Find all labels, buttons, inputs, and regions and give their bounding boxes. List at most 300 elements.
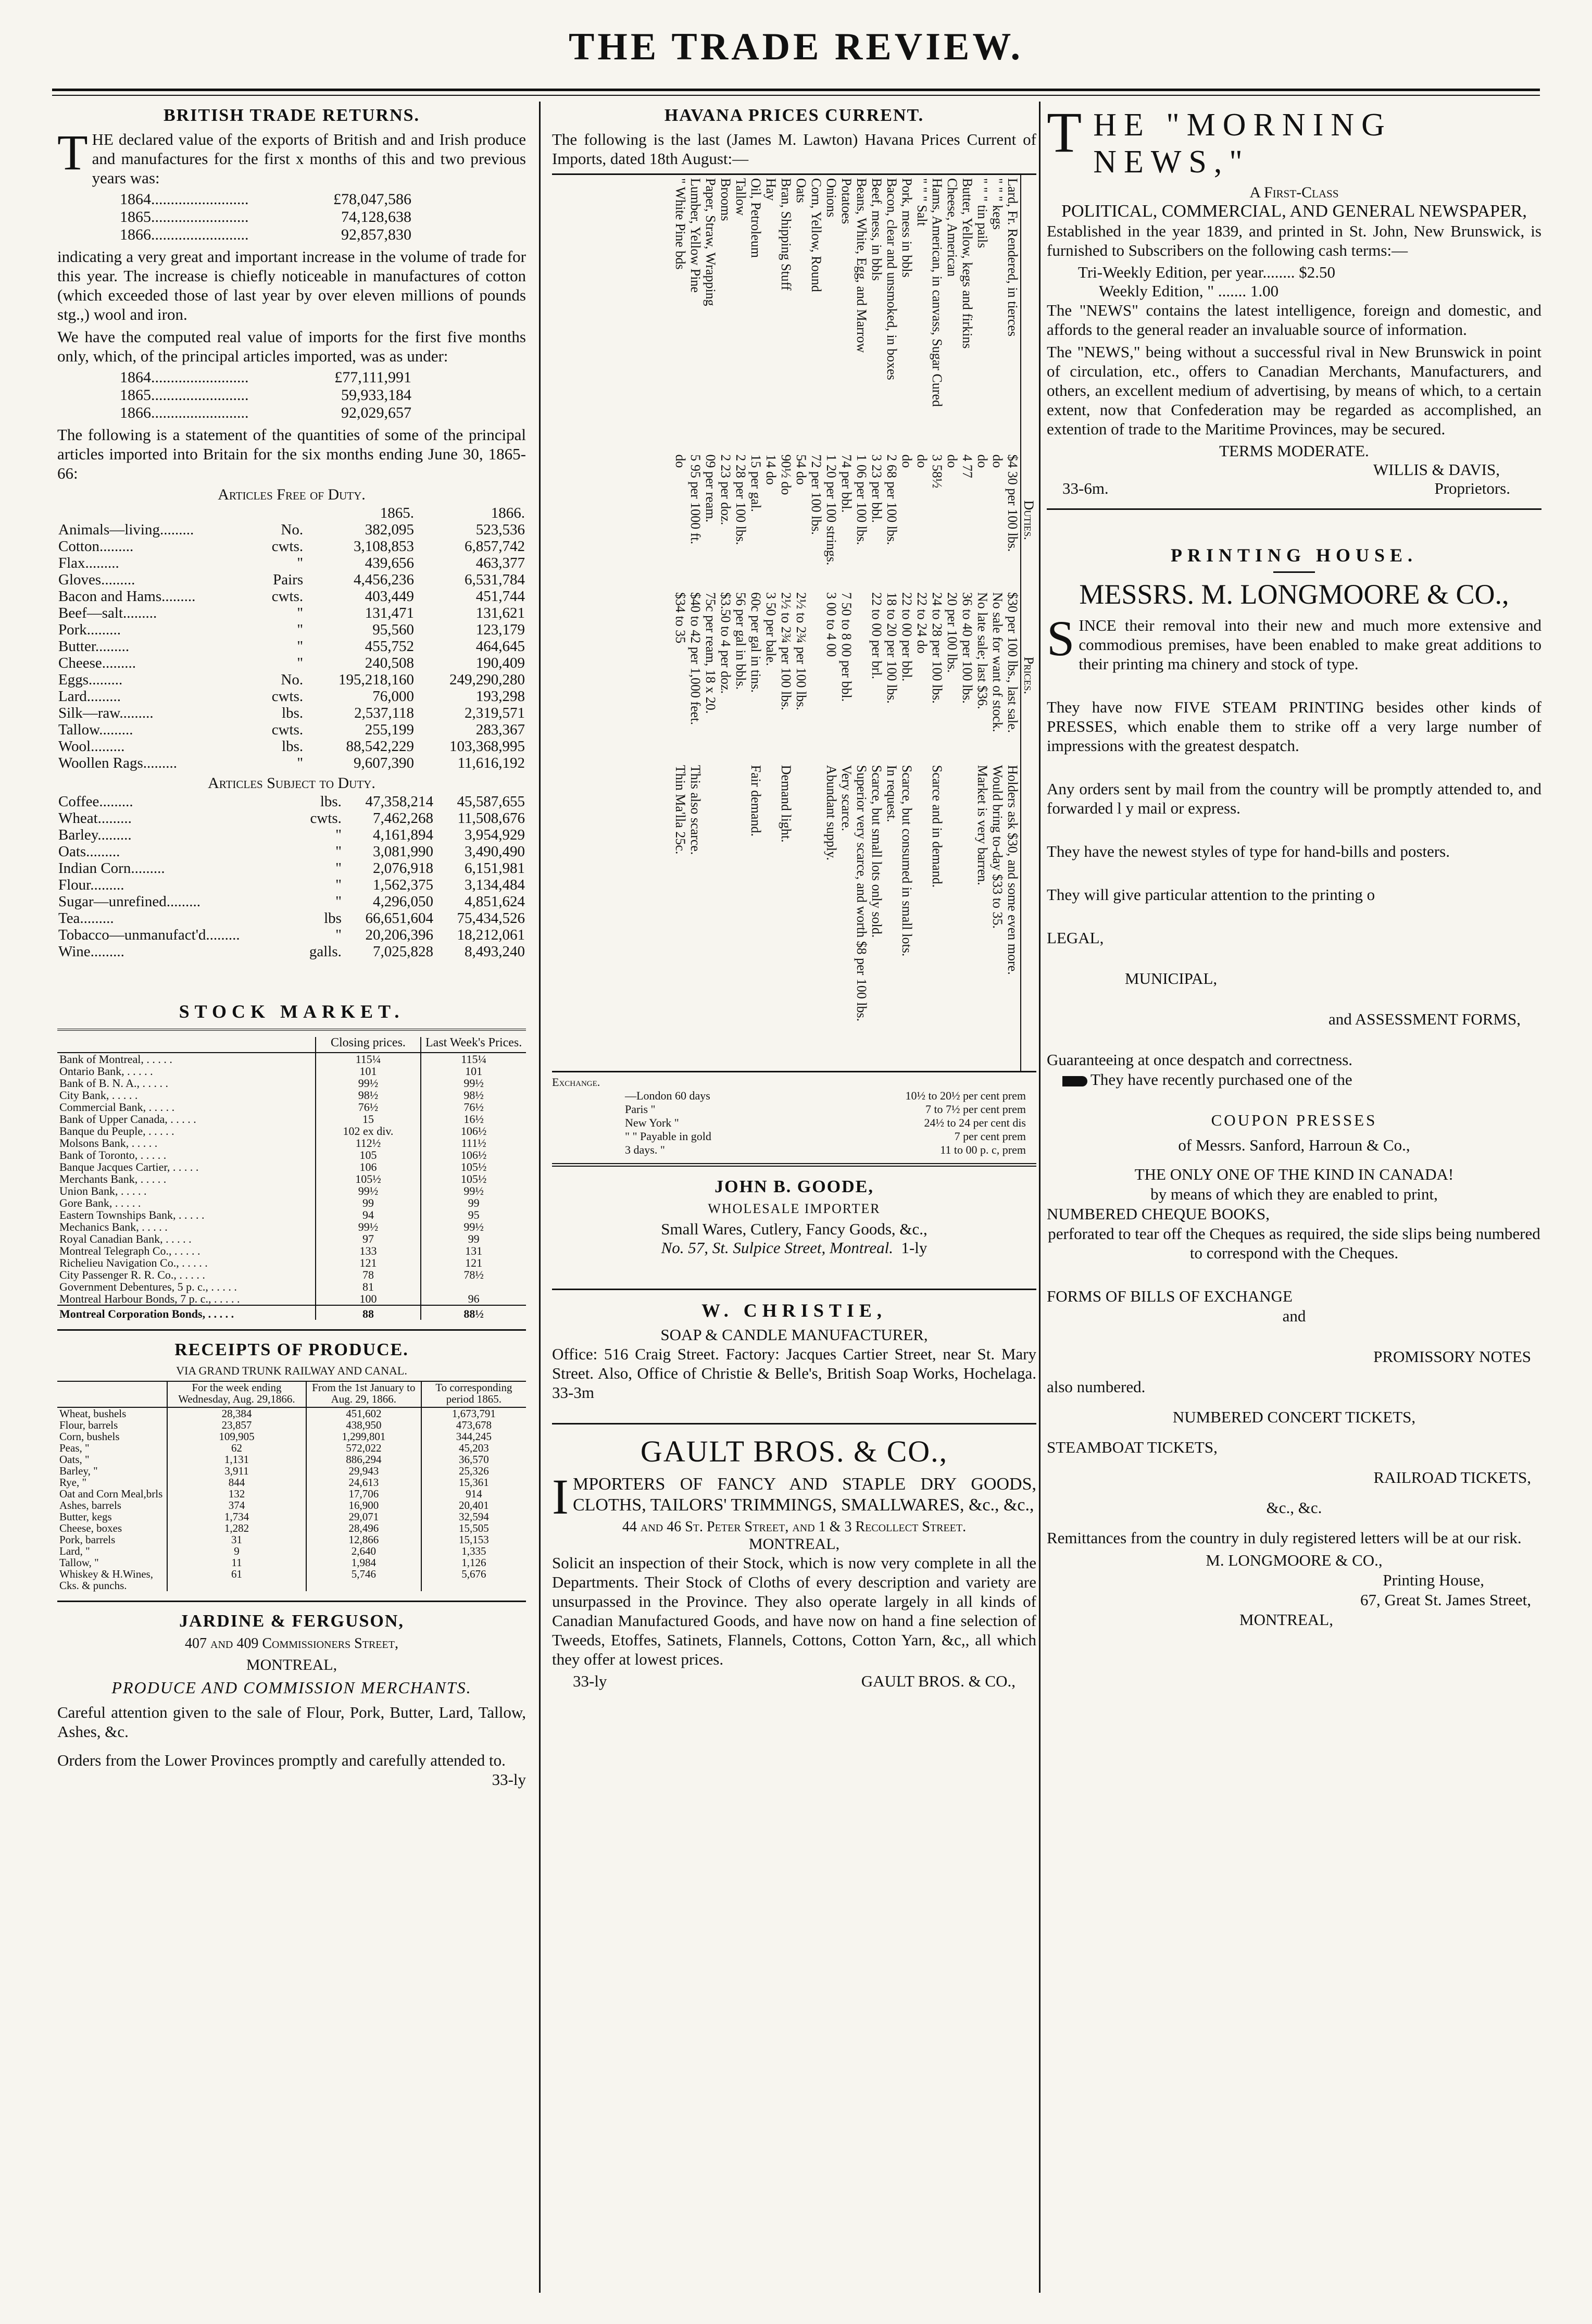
article-unit: " <box>297 655 304 671</box>
stock-name: Richelieu Navigation Co., . . . . . <box>59 1256 208 1269</box>
stock-last-week: 99 <box>421 1233 526 1245</box>
value-1866: 3,954,929 <box>465 827 525 843</box>
british-heading: BRITISH TRADE RETURNS. <box>163 106 420 125</box>
news-title-text: HE "MORNING NEWS," <box>1093 107 1392 180</box>
pointing-hand-icon <box>1062 1076 1087 1086</box>
table-row <box>57 860 526 877</box>
news-body1: Established in the year 1839, and printed in St. John, New Brunswick, is furnished to Subscribers on the following cash terms:— <box>1047 222 1541 259</box>
stock-row <box>57 1221 526 1233</box>
stock-name: Montreal Harbour Bonds, 7 p. c., . . . . . <box>59 1292 240 1305</box>
value-1866: 11,508,676 <box>457 810 525 827</box>
duty: 90½ do <box>779 454 794 495</box>
col-last-week: Last Week's Prices. <box>421 1037 526 1053</box>
column-right <box>1047 102 1541 2293</box>
table-row <box>57 721 526 738</box>
remark <box>809 762 824 1071</box>
article-unit: " <box>335 927 342 943</box>
import-item: Brooms <box>718 178 733 221</box>
col-from-jan: From the 1st January to Aug. 29, 1866. <box>306 1381 421 1407</box>
news-kind: POLITICAL, COMMERCIAL, AND GENERAL NEWSPAPER, <box>1061 202 1527 221</box>
import-item: Bran, Shipping Stuff <box>779 178 794 291</box>
import-item: Onions <box>824 178 839 218</box>
article-name: Beef—salt......... <box>58 605 157 621</box>
printing-p1-text: INCE their removal into their new and much more extensive and commodious premises, have been enabled to make great additions to their printing ma chinery and stock of type. <box>1079 616 1541 673</box>
table-row <box>57 621 526 638</box>
stock-row <box>57 1293 526 1305</box>
stock-name: Union Bank, . . . . . <box>59 1184 147 1197</box>
top-rule <box>52 89 1540 91</box>
printing-assessment: and ASSESSMENT FORMS, <box>1328 1010 1521 1028</box>
remark: Demand light. <box>779 765 794 843</box>
printing-also: also numbered. <box>1047 1378 1146 1396</box>
printing-bills: FORMS OF BILLS OF EXCHANGE <box>1047 1287 1293 1305</box>
receipts-row <box>57 1465 526 1477</box>
stock-closing: 105 <box>316 1149 421 1161</box>
produce-name: Pork, barrels <box>59 1533 116 1546</box>
prior-value: 5,676 <box>421 1568 526 1591</box>
value-1866: 2,319,571 <box>465 705 525 721</box>
british-intro <box>57 124 526 188</box>
price <box>809 589 824 762</box>
article-name: Pork......... <box>58 621 121 638</box>
price: 3 50 per bale. <box>763 592 779 666</box>
table-row <box>57 755 526 771</box>
duty: 09 per ream. <box>703 454 718 523</box>
havana-intro: The following is the last (James M. Lawton) Havana Prices Current of Imports, dated 18th August:— <box>552 130 1036 168</box>
col-1866: 1866. <box>491 505 525 521</box>
stock-closing: 88 <box>316 1305 421 1320</box>
news-code: 33-6m. <box>1062 479 1109 497</box>
value-1865: 95,560 <box>372 621 415 638</box>
printing-house: Printing House, <box>1383 1571 1484 1589</box>
table-row <box>57 555 526 571</box>
christie-trade: SOAP & CANDLE MANUFACTURER, <box>660 1326 928 1344</box>
havana-row <box>718 175 733 1071</box>
remark <box>733 762 748 1071</box>
article-name: Flax......... <box>58 555 119 571</box>
stock-closing: 99½ <box>316 1077 421 1089</box>
stock-name: Ontario Bank, . . . . . <box>59 1065 153 1078</box>
column-middle <box>552 102 1036 2293</box>
stock-last-week: 115¼ <box>421 1053 526 1065</box>
table-row <box>57 793 526 810</box>
year-row <box>120 386 411 404</box>
value-1866: 523,536 <box>475 521 525 538</box>
value-1865: 47,358,214 <box>365 793 433 810</box>
stock-last-week: 105½ <box>421 1173 526 1185</box>
year-value: 74,128,638 <box>341 208 411 226</box>
stock-last-week: 96 <box>421 1293 526 1305</box>
havana-row <box>824 175 839 1071</box>
value-1866: 6,857,742 <box>465 538 525 555</box>
havana-row <box>688 175 703 1071</box>
remark <box>960 762 975 1071</box>
news-dropcap: T <box>1047 102 1089 164</box>
stock-row <box>57 1149 526 1161</box>
stock-last-week: 78½ <box>421 1269 526 1281</box>
duty: 3 58½ <box>930 454 945 489</box>
gault-city: MONTREAL, <box>748 1535 840 1553</box>
free-table <box>57 505 526 771</box>
duty: do <box>990 454 1005 468</box>
import-item: Bacon, clear and unsmoked, in boxes <box>884 178 899 380</box>
import-item: Hay <box>763 178 779 201</box>
year-label: 1865......................... <box>120 208 249 226</box>
value-1865: 4,296,050 <box>372 893 433 910</box>
value-1866: 103,368,995 <box>449 738 525 755</box>
receipts-row <box>57 1419 526 1431</box>
value-1865: 382,095 <box>365 521 415 538</box>
value-1865: 7,462,268 <box>372 810 433 827</box>
remark: Would bring to-day $33 to 35. <box>990 765 1005 929</box>
produce-name: Ashes, barrels <box>59 1499 121 1511</box>
year-value: 16,900 <box>306 1500 421 1511</box>
year-value: 92,857,830 <box>341 226 411 243</box>
printing-dropcap: S <box>1047 610 1075 666</box>
produce-name: Tallow, " <box>59 1556 99 1569</box>
news-tri: Tri-Weekly Edition, per year........ $2.50 <box>1078 263 1336 281</box>
receipts-heading: RECEIPTS OF PRODUCE. <box>174 1340 409 1359</box>
stock-closing: 97 <box>316 1233 421 1245</box>
produce-name: Wheat, bushels <box>59 1407 127 1420</box>
stock-closing: 94 <box>316 1209 421 1221</box>
week-value: 61 <box>167 1568 306 1591</box>
duty: 74 per bbl. <box>839 454 854 513</box>
havana-row <box>673 175 688 1071</box>
table-row <box>57 810 526 827</box>
exchange-place: 3 days. " <box>625 1143 665 1156</box>
gault-dropcap: I <box>552 1469 569 1525</box>
year-label: 1866......................... <box>120 226 249 243</box>
article-name: Tea......... <box>58 910 114 927</box>
price: $30 per 100 lbs., last sale. <box>1005 592 1020 733</box>
article-unit: No. <box>281 671 304 688</box>
remark: Very scarce. <box>839 765 854 831</box>
article-name: Lard......... <box>58 688 121 705</box>
article-name: Wine......... <box>58 943 124 960</box>
stock-name: Bank of B. N. A., . . . . . <box>59 1077 168 1090</box>
week-value: 11 <box>167 1557 306 1568</box>
value-1866: 193,298 <box>475 688 525 705</box>
year-value: 1,299,801 <box>306 1431 421 1442</box>
exports-list <box>120 191 526 244</box>
duty: do <box>673 454 688 468</box>
exchange-rate: 24½ to 24 per cent dis <box>924 1116 1026 1129</box>
stock-name: City Passenger R. R. Co., . . . . . <box>59 1268 205 1281</box>
price: 36 to 40 per 100 lbs. <box>960 592 975 704</box>
produce-name: Cheese, boxes <box>59 1522 122 1534</box>
havana-row <box>990 175 1005 1071</box>
produce-name: Butter, kegs <box>59 1510 112 1523</box>
year-value: 886,294 <box>306 1454 421 1465</box>
value-1866: 464,645 <box>475 638 525 655</box>
stock-last-week: 95 <box>421 1209 526 1221</box>
import-item: " " " kegs <box>990 178 1005 230</box>
article-unit: " <box>335 893 342 910</box>
stock-name: Bank of Toronto, . . . . . <box>59 1148 167 1161</box>
price: No late sale; last $36. <box>975 592 990 709</box>
week-value: 31 <box>167 1534 306 1545</box>
duty: 2 23 per doz. <box>718 454 733 526</box>
havana-row <box>975 175 990 1071</box>
col-1865: 1865. <box>380 505 415 521</box>
gault-address: 44 and 46 St. Peter Street, and 1 & 3 Recollect Street. <box>622 1519 967 1535</box>
receipts-subheading: VIA GRAND TRUNK RAILWAY AND CANAL. <box>176 1364 407 1377</box>
stock-closing: 102 ex div. <box>316 1125 421 1137</box>
prior-value: 344,245 <box>421 1431 526 1442</box>
stock-name: Royal Canadian Bank, . . . . . <box>59 1232 192 1245</box>
year-row <box>120 191 411 208</box>
stock-closing: 76½ <box>316 1101 421 1113</box>
stock-closing: 78 <box>316 1269 421 1281</box>
remark: This also scarce. <box>688 765 703 855</box>
article-name: Sugar—unrefined......... <box>58 893 201 910</box>
exchange-place: Paris " <box>625 1103 656 1116</box>
article-name: Indian Corn......... <box>58 860 165 877</box>
article-name: Butter......... <box>58 638 130 655</box>
article-name: Oats......... <box>58 843 120 860</box>
jardine-body: Careful attention given to the sale of Flour, Pork, Butter, Lard, Tallow, Ashes, &c. <box>57 1703 526 1741</box>
article-unit: " <box>335 860 342 877</box>
article-unit: " <box>297 605 304 621</box>
table-row <box>57 877 526 893</box>
stock-name: Merchants Bank, . . . . . <box>59 1172 167 1185</box>
stock-row <box>57 1065 526 1077</box>
article-name: Tallow......... <box>58 721 133 738</box>
printing-recent: They have recently purchased one of the <box>1090 1070 1352 1089</box>
price: 18 to 20 per 100 lbs. <box>884 592 899 704</box>
goode-trade: WHOLESALE IMPORTER <box>708 1201 881 1216</box>
remark <box>763 762 779 1071</box>
produce-name: Whiskey & H.Wines, Cks. & punchs. <box>59 1568 153 1592</box>
table-row <box>57 538 526 555</box>
price: 20 per 100 lbs. <box>945 592 960 673</box>
exchange-place: —London 60 days <box>625 1089 710 1102</box>
stock-closing: 99½ <box>316 1185 421 1197</box>
value-1866: 3,134,484 <box>465 877 525 893</box>
exchange-rate: 7 to 7½ per cent prem <box>925 1103 1026 1116</box>
remark: Thin Ma'lla 25c. <box>673 765 688 855</box>
stock-name: Eastern Townships Bank, . . . . . <box>59 1208 205 1221</box>
value-1866: 6,531,784 <box>465 571 525 588</box>
article-unit: cwts. <box>310 810 342 827</box>
goode-goods: Small Wares, Cutlery, Fancy Goods, &c., <box>661 1220 927 1238</box>
article-unit: " <box>297 755 304 771</box>
printing-promissory: PROMISSORY NOTES <box>1373 1347 1531 1366</box>
havana-row <box>899 175 914 1071</box>
stock-heading: STOCK MARKET. <box>179 1001 405 1022</box>
stock-row <box>57 1185 526 1197</box>
week-value: 23,857 <box>167 1419 306 1431</box>
price: 22 to 00 per brl. <box>869 592 884 679</box>
stock-closing: 100 <box>316 1293 421 1305</box>
printing-recent-line <box>1047 1070 1541 1090</box>
table-row <box>57 671 526 688</box>
remark: Fair demand. <box>748 765 763 836</box>
value-1865: 2,537,118 <box>354 705 415 721</box>
prior-value: 32,594 <box>421 1511 526 1522</box>
intro-text: HE declared value of the exports of British and and Irish produce and manufactures for the first x months of this and two previous years was: <box>92 130 526 187</box>
article-unit: " <box>335 843 342 860</box>
duty-table <box>57 793 526 960</box>
table-row <box>57 655 526 671</box>
prior-value: 15,505 <box>421 1522 526 1534</box>
value-1866: 249,290,280 <box>449 671 525 688</box>
value-1865: 2,076,918 <box>372 860 433 877</box>
havana-row <box>779 175 794 1071</box>
page-title: THE TRADE REVIEW. <box>568 26 1024 68</box>
article-unit: lbs. <box>282 738 304 755</box>
price: 56 per gal in bbls. <box>733 592 748 690</box>
article-name: Coffee......... <box>58 793 133 810</box>
value-1865: 4,161,894 <box>372 827 433 843</box>
import-item: Butter, Yellow, kegs and firkins <box>960 178 975 349</box>
import-item: Oil, Petroleum <box>748 178 763 258</box>
value-1865: 439,656 <box>365 555 415 571</box>
printing-etc: &c., &c. <box>1266 1498 1322 1517</box>
remark <box>914 762 930 1071</box>
receipts-row <box>57 1500 526 1511</box>
value-1865: 3,108,853 <box>354 538 415 555</box>
stock-name: Mechanics Bank, . . . . . <box>59 1220 168 1233</box>
week-value: 132 <box>167 1488 306 1500</box>
printing-and: and <box>1282 1307 1306 1325</box>
stock-row <box>57 1125 526 1137</box>
stock-closing: 99 <box>316 1197 421 1209</box>
gault-footer <box>552 1672 1036 1691</box>
stock-row <box>57 1305 526 1320</box>
year-value: 572,022 <box>306 1442 421 1454</box>
stock-last-week: 99½ <box>421 1077 526 1089</box>
printing-name: MESSRS. M. LONGMOORE & CO., <box>1079 579 1509 610</box>
stock-closing: 98½ <box>316 1089 421 1101</box>
price: 2½ to 2¾ per 100 lbs. <box>779 592 794 710</box>
news-terms: TERMS MODERATE. <box>1219 442 1369 460</box>
stock-last-week: 111½ <box>421 1137 526 1149</box>
receipts-row <box>57 1477 526 1488</box>
article-unit: cwts. <box>271 688 304 705</box>
year-value: 438,950 <box>306 1419 421 1431</box>
value-1866: 451,744 <box>475 588 525 605</box>
article-name: Wool......... <box>58 738 125 755</box>
exchange-rate: 11 to 00 p. c, prem <box>940 1143 1026 1156</box>
havana-table <box>673 175 1036 1071</box>
value-1865: 403,449 <box>365 588 415 605</box>
christie-code: 33-3m <box>552 1383 594 1402</box>
stock-name: Banque Jacques Cartier, . . . . . <box>59 1160 199 1173</box>
printing-p5: They will give particular attention to the printing o <box>1047 885 1375 904</box>
value-1866: 123,179 <box>475 621 525 638</box>
havana-row <box>869 175 884 1071</box>
year-value: 24,613 <box>306 1477 421 1488</box>
produce-name: Peas, " <box>59 1442 90 1454</box>
article-unit: " <box>297 638 304 655</box>
printing-railroad: RAILROAD TICKETS, <box>1373 1468 1531 1486</box>
stock-row <box>57 1077 526 1089</box>
week-value: 9 <box>167 1545 306 1557</box>
price: 22 to 00 per bbl. <box>899 592 914 682</box>
year-value: 2,640 <box>306 1545 421 1557</box>
price: 60c per gal in tins. <box>748 592 763 693</box>
value-1865: 9,607,390 <box>354 755 415 771</box>
prior-value: 36,570 <box>421 1454 526 1465</box>
duty: 14 do <box>763 454 779 485</box>
duty: 4 77 <box>960 454 975 478</box>
stock-last-week: 99 <box>421 1197 526 1209</box>
article-unit: " <box>297 621 304 638</box>
price: $3.50 to 4 per doz. <box>718 592 733 694</box>
value-1866: 463,377 <box>475 555 525 571</box>
printing-concert: NUMBERED CONCERT TICKETS, <box>1172 1408 1416 1426</box>
remark <box>718 762 733 1071</box>
receipts-row <box>57 1511 526 1522</box>
import-item: " " " tin pails <box>975 178 990 248</box>
gault-body: Solicit an inspection of their Stock, which is now very complete in all the Departments. Their Stock of Cloths of every description and variety are unsurpassed in the Province. They also operate largely in all kinds of Canadian Manufactured Goods, and have now on hand a fine selection of Tweeds, Etoffes, Satinets, Flannels, Cottons, Cotton Yarn, &c,, all which they offer at lowest prices. <box>552 1554 1036 1668</box>
price: 75c per ream, 18 x 20. <box>703 592 718 714</box>
produce-name: Oats, " <box>59 1453 90 1466</box>
remark: Abundant supply. <box>824 765 839 860</box>
printing-only: THE ONLY ONE OF THE KIND IN CANADA! <box>1134 1165 1454 1183</box>
table-row <box>57 521 526 538</box>
news-title <box>1047 102 1541 181</box>
havana-heading: HAVANA PRICES CURRENT. <box>664 106 924 125</box>
remark: Superior very scarce, and worth $8 per 100 lbs. <box>854 765 869 1022</box>
value-1866: 4,851,624 <box>465 893 525 910</box>
remark: Scarce and in demand. <box>930 765 945 888</box>
stock-row <box>57 1197 526 1209</box>
remark: In request. <box>884 765 899 822</box>
produce-name: Lard, " <box>59 1545 90 1557</box>
price: $40 to 42 per 1,000 feet. <box>688 592 703 725</box>
stock-row <box>57 1233 526 1245</box>
week-value: 62 <box>167 1442 306 1454</box>
price: 24 to 28 per 100 lbs. <box>930 592 945 704</box>
news-weekly: Weekly Edition, " ....... 1.00 <box>1099 282 1279 300</box>
british-para3: We have the computed real value of imports for the first five months only, which, of the principal articles imported, was as under: <box>57 328 526 365</box>
stock-closing: 101 <box>316 1065 421 1077</box>
havana-table-frame <box>552 173 1036 1072</box>
table-row <box>57 927 526 943</box>
article-unit: lbs <box>324 910 342 927</box>
article-name: Bacon and Hams......... <box>58 588 196 605</box>
prior-value: 1,673,791 <box>421 1407 526 1419</box>
week-value: 374 <box>167 1500 306 1511</box>
prior-value: 15,361 <box>421 1477 526 1488</box>
produce-name: Corn, bushels <box>59 1430 120 1443</box>
jardine-trade: PRODUCE AND COMMISSION MERCHANTS. <box>111 1678 472 1697</box>
duty: 72 per 100 lbs. <box>809 454 824 535</box>
article-name: Barley......... <box>58 827 132 843</box>
article-unit: cwts. <box>271 538 304 555</box>
article-name: Cheese......... <box>58 655 136 671</box>
news-body2: The "NEWS" contains the latest intelligence, foreign and domestic, and affords to the general reader an invaluable source of information. <box>1047 301 1541 339</box>
stock-row <box>57 1245 526 1257</box>
year-value: 29,943 <box>306 1465 421 1477</box>
year-label: 1865......................... <box>120 386 249 404</box>
gault-name: GAULT BROS. & CO., <box>640 1434 948 1468</box>
produce-name: Rye, " <box>59 1476 87 1489</box>
price: 22 to 24 do <box>914 592 930 654</box>
year-value: 17,706 <box>306 1488 421 1500</box>
year-row <box>120 369 411 386</box>
year-value: 1,984 <box>306 1557 421 1568</box>
stock-last-week: 121 <box>421 1257 526 1269</box>
stock-last-week: 16½ <box>421 1113 526 1125</box>
havana-row <box>884 175 899 1071</box>
import-item: Cheese, American <box>945 178 960 277</box>
stock-last-week: 131 <box>421 1245 526 1257</box>
import-item: Beans, White, Egg, and Marrow <box>854 178 869 353</box>
